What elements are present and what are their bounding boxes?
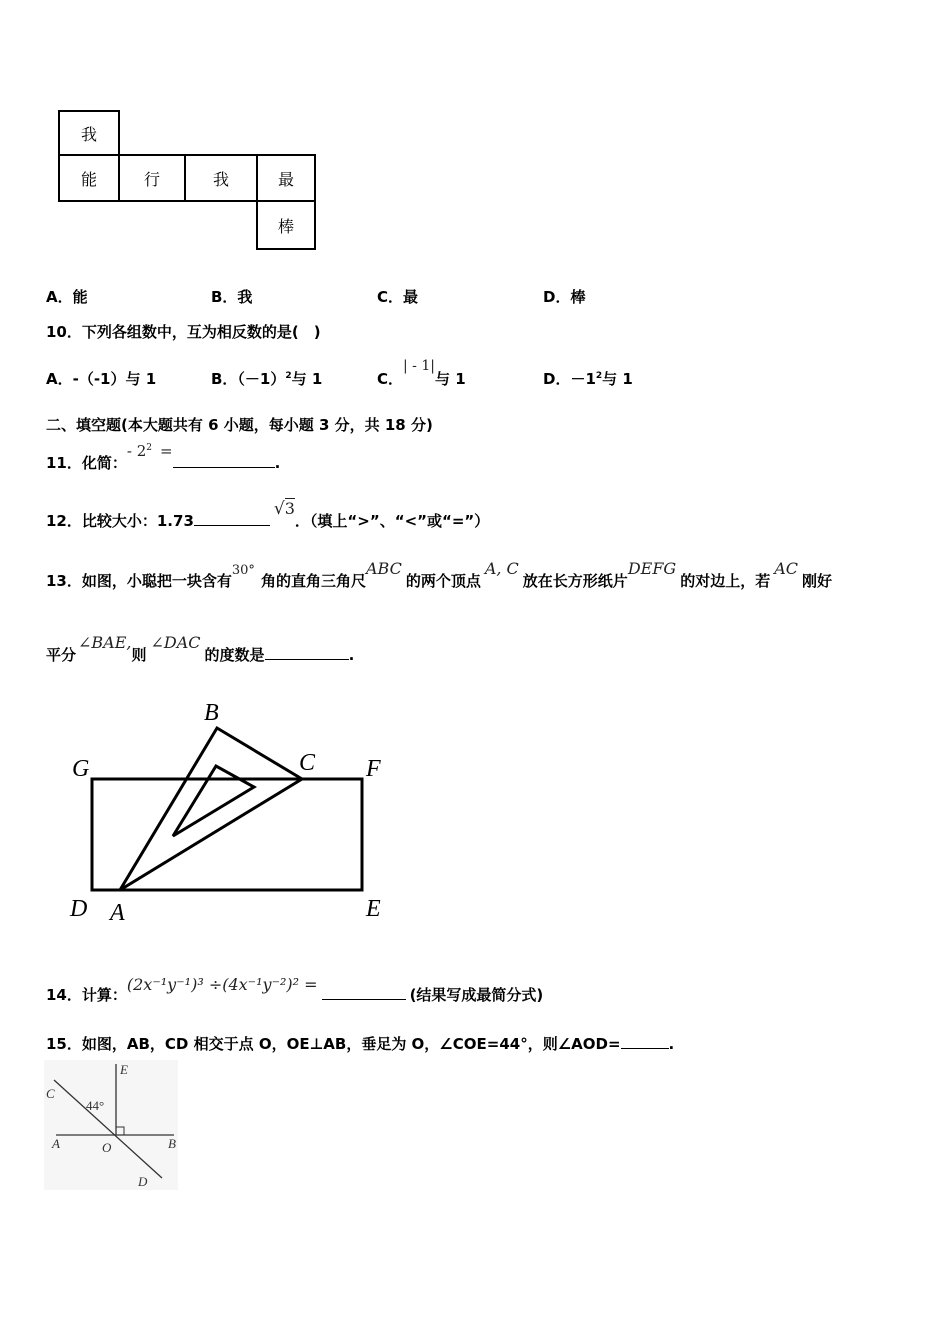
q10-option-d xyxy=(543,368,633,389)
q13-angle-bae: ∠BAE, xyxy=(78,633,132,652)
q13-text-3: 的两个顶点 xyxy=(405,572,481,590)
q13-line2-text-1: 平分 xyxy=(46,646,77,664)
q9-option-c: C．最 xyxy=(377,288,419,306)
label-o-15: O xyxy=(102,1140,112,1155)
q13-text-2: 角的直角三角尺 xyxy=(260,572,366,590)
net-cell-row-1: 能 xyxy=(58,154,120,202)
net-cell-row-2: 行 xyxy=(118,154,186,202)
label-44: 44° xyxy=(86,1098,105,1113)
q11-answer-blank[interactable] xyxy=(173,453,275,468)
label-g: G xyxy=(72,756,90,782)
q10-option-b-prefix: B．（－1） xyxy=(211,370,286,388)
q13-angle-30: 30° xyxy=(231,563,255,578)
q13-text-6: 刚好 xyxy=(802,572,833,590)
label-d-15: D xyxy=(138,1174,148,1189)
q11-eq: = xyxy=(160,442,173,460)
section-2-heading: 二、填空题(本大题共有 6 小题，每小题 3 分，共 18 分) xyxy=(46,416,433,434)
q14-suffix: (结果写成最简分式) xyxy=(409,986,544,1004)
label-b-15: B xyxy=(168,1136,176,1151)
q12-suffix: ．（填上“>”、“<”或“=”） xyxy=(294,512,490,530)
q10-option-d-suffix: 与 1 xyxy=(602,370,633,388)
q13-figure xyxy=(60,690,400,930)
q10-option-d-prefix: D．－1 xyxy=(543,370,596,388)
q11-math: - 2 xyxy=(126,442,147,460)
q11-exp: 2 xyxy=(146,443,152,453)
q12-answer-blank[interactable] xyxy=(194,511,270,526)
q14-answer-blank[interactable] xyxy=(322,985,406,1000)
q9-option-b: B．我 xyxy=(211,288,253,306)
q10-option-d-exp: 2 xyxy=(595,371,603,381)
q12-sqrt-value: 3 xyxy=(284,499,295,518)
label-c: C xyxy=(299,750,316,776)
q13-text-4: 放在长方形纸片 xyxy=(522,572,628,590)
label-b: B xyxy=(204,700,219,726)
q13-rect-defg: DEFG xyxy=(627,559,677,578)
q13-answer-blank[interactable] xyxy=(265,645,349,660)
net-cell-bottom: 棒 xyxy=(256,200,316,250)
q10-option-c-suffix: 与 1 xyxy=(435,370,466,388)
q13-vertices-ac: A, C xyxy=(484,559,519,578)
triangle-abc-outer xyxy=(120,728,302,890)
q13-segment-ac: AC xyxy=(774,559,799,578)
label-e: E xyxy=(366,896,381,922)
q10-stem: 10．下列各组数中，互为相反数的是( ) xyxy=(46,323,321,341)
q11 xyxy=(46,440,281,472)
q15-text: 15．如图，AB，CD 相交于点 O，OE⊥AB，垂足为 O，∠COE=44°，则∠AOD= xyxy=(46,1035,621,1053)
q13-triangle-abc: ABC xyxy=(365,559,402,578)
figure-background xyxy=(44,1060,178,1190)
q10-option-c-math: | - 1| xyxy=(403,358,435,374)
label-c-15: C xyxy=(46,1086,55,1101)
q10-option-c xyxy=(377,354,466,388)
q9-option-d: D．棒 xyxy=(543,288,586,306)
q14-prefix: 14．计算： xyxy=(46,986,127,1004)
q13-line-1 xyxy=(46,558,833,590)
label-e-15: E xyxy=(120,1062,128,1077)
label-f: F xyxy=(366,756,381,782)
q12-sqrt-sign: √ xyxy=(273,499,285,519)
label-a-15: A xyxy=(52,1136,60,1151)
q15 xyxy=(46,1033,674,1054)
q12-prefix: 12．比较大小：1.73 xyxy=(46,512,194,530)
q12 xyxy=(46,498,490,530)
q11-prefix: 11．化简： xyxy=(46,454,127,472)
q13-line2-end: . xyxy=(348,646,355,664)
q13-line2-text-3: 的度数是 xyxy=(204,646,265,664)
rectangle-defg xyxy=(92,779,362,890)
q13-line-2 xyxy=(46,632,355,664)
q10-option-b xyxy=(211,368,322,389)
q13-text-1: 13．如图，小聪把一块含有 xyxy=(46,572,232,590)
q13-text-5: 的对边上，若 xyxy=(680,572,771,590)
q10-option-b-exp: 2 xyxy=(285,371,292,381)
q15-figure xyxy=(44,1060,194,1190)
q9-option-a: A．能 xyxy=(46,288,88,306)
q11-end: . xyxy=(274,454,281,472)
q14-expression: (2x⁻¹y⁻¹)³ ÷(4x⁻¹y⁻²)² = xyxy=(126,975,318,994)
label-a: A xyxy=(110,900,125,926)
q10-option-c-prefix: C． xyxy=(377,370,404,388)
net-cell-row-4: 最 xyxy=(256,154,316,202)
q14 xyxy=(46,974,544,1004)
q10-option-b-suffix: 与 1 xyxy=(291,370,323,388)
q15-end: . xyxy=(668,1035,675,1053)
triangle-abc-inner xyxy=(173,766,254,836)
q15-answer-blank[interactable] xyxy=(621,1034,669,1049)
net-cell-row-3: 我 xyxy=(184,154,258,202)
q13-line2-text-2: 则 xyxy=(131,646,147,664)
label-d: D xyxy=(70,896,88,922)
net-cell-top: 我 xyxy=(58,110,120,156)
q13-angle-dac: ∠DAC xyxy=(150,633,201,652)
q10-option-a: A．-（-1）与 1 xyxy=(46,370,157,388)
